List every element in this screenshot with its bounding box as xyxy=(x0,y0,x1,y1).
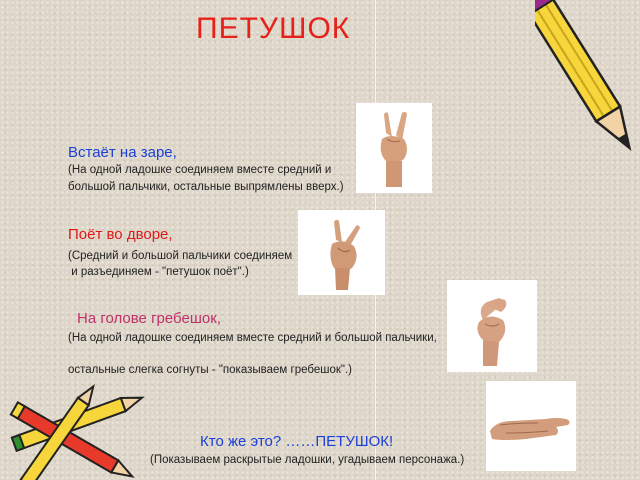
verse-1-line-2: большой пальчики, остальные выпрямлены вверх.) xyxy=(68,181,344,193)
hand-gesture-2-image xyxy=(298,210,385,295)
verse-2-line-2: и разъединяем - "петушок поёт".) xyxy=(68,266,249,278)
answer-note: (Показываем раскрытые ладошки, угадываем персонажа.) xyxy=(150,454,465,466)
answer-heading: Кто же это? ……ПЕТУШОК! xyxy=(200,433,394,450)
verse-2-heading: Поёт во дворе, xyxy=(68,226,173,243)
open-palms-image xyxy=(486,381,576,471)
hand-gesture-1-image xyxy=(356,103,432,193)
verse-3-line-2: остальные слегка согнуты - "показываем гребешок".) xyxy=(68,364,352,376)
pencil-top-right-icon xyxy=(535,0,640,160)
verse-3-heading: На голове гребешок, xyxy=(77,310,221,327)
pencils-bottom-left-icon xyxy=(0,384,160,480)
verse-1-heading: Встаёт на заре, xyxy=(68,144,177,161)
verse-1-line-1: (На одной ладошке соединяем вместе средний и xyxy=(68,164,332,176)
hand-gesture-3-image xyxy=(447,280,537,372)
verse-2-line-1: (Средний и большой пальчики соединяем xyxy=(68,250,293,262)
page-title: ПЕТУШОК xyxy=(196,12,351,45)
verse-3-line-1: (На одной ладошке соединяем вместе средний и большой пальчики, xyxy=(68,332,437,344)
